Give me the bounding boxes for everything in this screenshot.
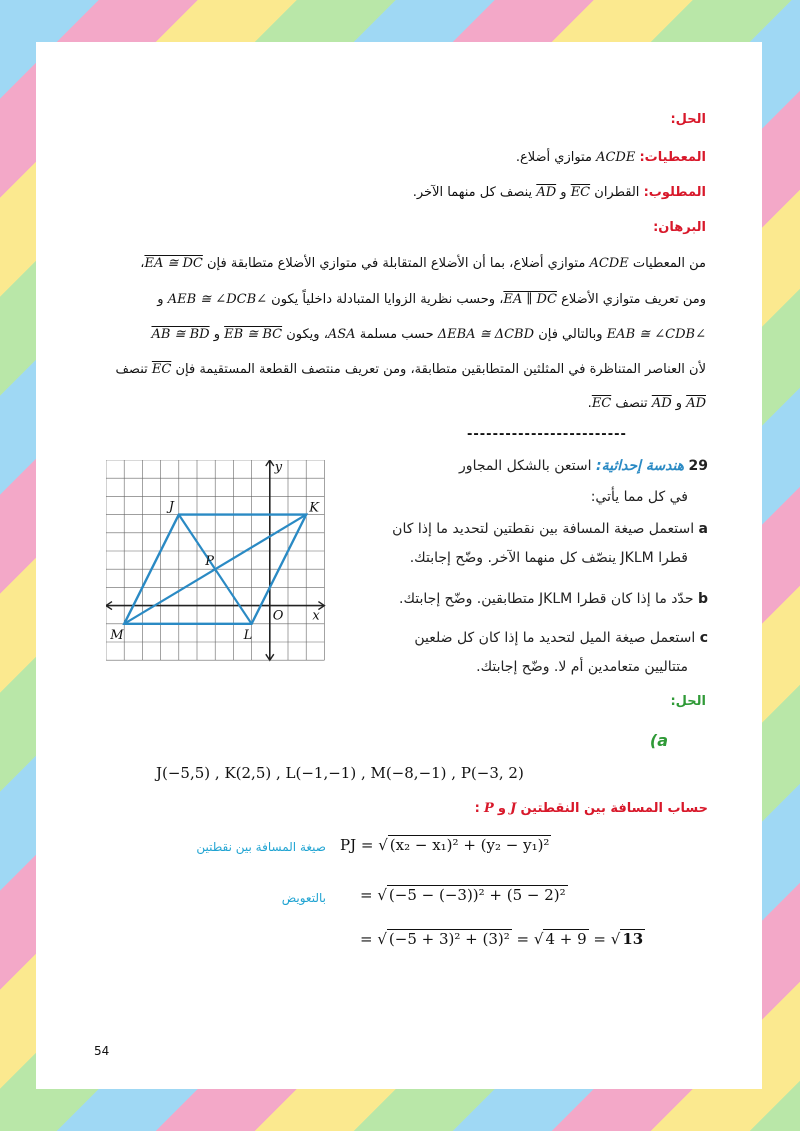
distance-title-point-j: J [510,801,517,816]
proof-label: البرهان: [653,220,706,235]
required-t2: ينصف كل منهما الآخر. [412,185,533,200]
label-y-axis: y [274,460,283,475]
proof-math: AD [651,396,672,411]
equals-sign: = [516,930,530,948]
problem-title-line [459,458,708,474]
segment-ad: AD [536,185,557,200]
proof-text: لأن العناصر المتناظرة في المثلثين المتطابقين متطابقة، ومن تعريف منتصف القطعة المستقيمة فإن [175,362,706,377]
formula-lhs: PJ = [340,836,374,854]
page-number: 54 [94,1044,110,1058]
proof-math: ΔEBA ≅ ΔCBD [437,327,535,342]
proof-math: ∠AEB ≅ ∠DCB [167,292,268,307]
givens-label: المعطيات: [639,150,706,165]
proof-math: ACDE [589,256,629,271]
substitution-step: = √ (−5 − (−3))² + (5 − 2)² [360,886,566,904]
distance-formula: PJ = √ (x₂ − x₁)² + (y₂ − y₁)² [340,836,550,854]
proof-text: حسب مسلمة [359,327,434,342]
part-b-line-1 [399,591,708,607]
result-radicand-2: 4 + 9 [545,930,587,948]
part-a-text: استعمل صيغة المسافة بين نقطتين لتحديد ما إذا كان [392,521,695,537]
problem-intro-1: استعن بالشكل المجاور [459,458,592,474]
label-p: P [205,554,214,570]
proof-math: ASA [327,327,356,342]
segment-ec: EC [570,185,591,200]
part-a-line-2: قطرا JKLM ينصّف كل منهما الآخر. وضّح إجابتك. [409,550,688,566]
formula-radicand: (x₂ − x₁)² + (y₂ − y₁)² [389,836,550,854]
proof-line-4 [115,362,706,377]
proof-line-5 [588,396,706,411]
label-l: L [243,627,253,643]
distance-title-text: حساب المسافة بين النقطتين [520,801,708,816]
result-step: = √ (−5 + 3)² + (3)² = √ 4 + 9 = √ 13 [360,930,644,948]
label-k: K [309,500,319,516]
coordinate-grid-figure [106,460,344,678]
distance-title-colon: : [474,801,480,816]
proof-math: EC [151,362,172,377]
proof-math: AB ≅ BD [151,327,210,342]
result-radicand-1: (−5 + 3)² + (3)² [388,930,510,948]
problem-title: هندسة إحداثية: [595,458,685,474]
equals-sign: = [593,930,606,948]
proof-text: . [587,396,592,411]
grid-lines [106,460,324,660]
proof-text: و [675,396,683,411]
proof-text: تنصف [115,362,148,377]
proof-text: وبالتالي فإن [538,327,603,342]
part-c-line-2: متتاليين متعامدين أم لا. وضّح إجابتك. [476,659,688,675]
proof-text: ، [140,256,145,271]
part-c-letter: c [699,630,708,646]
part-c-line-1 [414,630,708,646]
part-a-line-1 [392,521,708,537]
proof-text: من المعطيات [632,256,706,271]
proof-math: EC [591,396,612,411]
solution-label: الحل: [670,112,706,127]
givens-text: متوازي أضلاع. [515,150,592,165]
part-b-letter: b [697,591,708,607]
problem-number: 29 [688,458,708,474]
required-label: المطلوب: [643,185,706,200]
label-m: M [110,627,124,643]
proof-line-1 [140,256,706,271]
separator-line: ------------------------- [467,427,627,442]
substitution-label: بالتعويض [281,891,326,905]
result-answer: 13 [622,930,644,948]
proof-text: تنصف [615,396,648,411]
proof-line-2 [157,292,706,307]
proof-text: ومن تعريف متوازي الأضلاع [561,292,706,307]
problem-intro-2: في كل مما يأتي: [590,489,688,505]
required-line [413,185,706,200]
formula-label: صيغة المسافة بين نقطتين [196,840,326,854]
givens-line [516,150,706,165]
proof-math: ∠EAB ≅ ∠CDB [606,327,706,342]
part-c-text: استعمل صيغة الميل لتحديد ما إذا كان كل ضلعين [414,630,696,646]
proof-math: AD [686,396,706,411]
part-b-text: حدّد ما إذا كان قطرا JKLM متطابقين. وضّح إجابتك. [399,591,694,607]
label-x-axis: x [312,608,320,624]
part-a-letter: a [698,521,708,537]
proof-math: EB ≅ BC [224,327,283,342]
proof-text: و [157,292,164,307]
label-j: J [168,499,175,515]
substitution-radicand: (−5 − (−3))² + (5 − 2)² [388,886,566,904]
coordinates-line: J(−5,5) , K(2,5) , L(−1,−1) , M(−8,−1) , P(−3, 2) [156,764,524,782]
required-t1: القطران [594,185,640,200]
proof-text: متوازي أضلاع، بما أن الأضلاع المتقابلة في متوازي الأضلاع متطابقة فإن [207,256,586,271]
part-a-marker: (a [649,731,668,750]
solution2-label: الحل: [670,694,706,709]
distance-title-and: و [497,801,507,816]
equals-sign: = [360,930,373,948]
distance-title-point-p: P [484,801,494,816]
givens-math: ACDE [596,150,636,165]
proof-text: و [213,327,220,342]
proof-text: ، وحسب نظرية الزوايا المتبادلة داخلياً يكون [271,292,504,307]
equals-sign: = [360,886,373,904]
proof-math: EA ∥ DC [503,292,557,307]
proof-text: ، ويكون [286,327,328,342]
label-origin: O [272,608,284,624]
required-and: و [560,185,567,200]
proof-line-3 [151,327,706,342]
distance-title [475,801,708,816]
proof-math: EA ≅ DC [144,256,203,271]
